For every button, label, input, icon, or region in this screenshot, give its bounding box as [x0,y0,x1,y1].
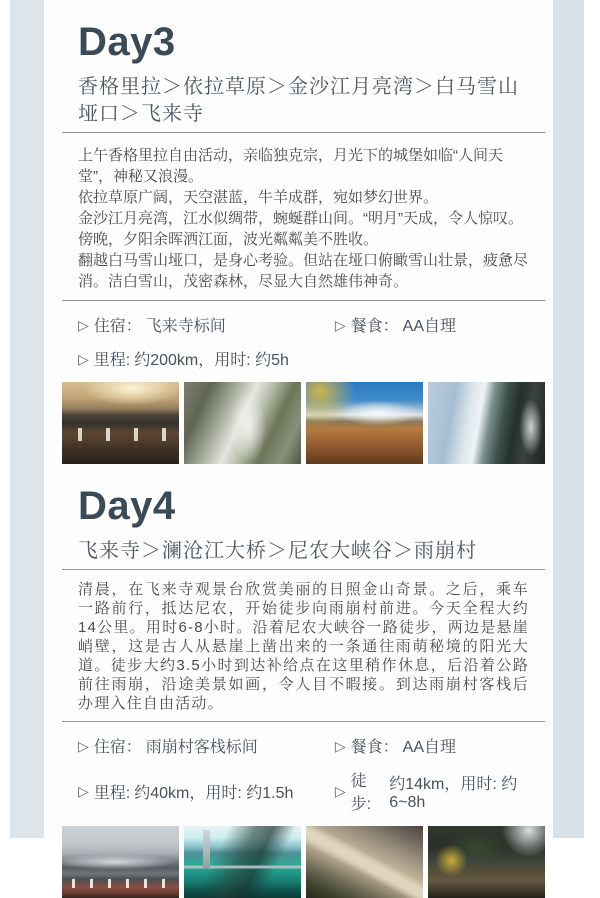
lodging-value: 飞来寺标间 [145,318,226,335]
lodging-label: 住宿： [93,739,142,756]
triangle-bullet-icon: ▷ [78,350,89,367]
photo-overcast-snow-mountains[interactable] [62,826,179,898]
day3-paragraph: 金沙江月亮湾，江水似绸带，蜿蜒群山间。“明月”天成，令人惊叹。 [78,210,523,227]
meals-label: 餐食： [350,739,399,756]
day4-section [62,484,545,898]
triangle-bullet-icon: ▷ [78,783,89,799]
day4-hiking [335,768,545,814]
day4-info-grid [78,734,545,814]
day3-section [62,20,545,464]
right-margin-strip [553,0,584,838]
meals-value: AA自理 [402,318,456,335]
lodging-value: 雨崩村客栈标间 [145,739,258,756]
day4-meals [335,734,545,757]
day3-paragraph: 傍晚，夕阳余晖洒江面，波光粼粼美不胜收。 [78,231,379,248]
hiking-value: 约14km，用时: 约6~8h [389,775,518,811]
day4-description [78,580,529,713]
photo-rocky-stream[interactable] [184,382,301,464]
divider [62,132,545,133]
mileage-value: 约200km，用时: 约5h [134,352,289,369]
divider [62,569,545,570]
day3-title: Day3 [78,20,176,64]
day3-meals [335,313,545,336]
day4-route: 飞来寺＞澜沧江大桥＞尼农大峡谷＞雨崩村 [78,540,477,562]
triangle-bullet-icon: ▷ [78,316,89,333]
triangle-bullet-icon: ▷ [334,737,346,754]
meals-value: AA自理 [402,739,456,756]
hiking-label: 徒步: [350,773,372,813]
day3-photo-strip [62,382,545,464]
day4-lodging [78,734,335,757]
itinerary-card [44,0,553,838]
mileage-value: 约40km，用时: 约1.5h [134,784,294,802]
day3-description [78,145,529,292]
day3-paragraph: 依拉草原广阔，天空湛蓝，牛羊成群，宛如梦幻世界。 [78,189,439,206]
photo-suspension-bridge[interactable] [184,826,301,898]
lodging-label: 住宿： [93,318,142,335]
photo-sunset-stupas[interactable] [62,382,179,464]
triangle-bullet-icon: ▷ [78,737,89,754]
divider [62,721,545,722]
day3-info-grid [78,313,545,370]
triangle-bullet-icon: ▷ [334,316,346,333]
day3-paragraph: 翻越白马雪山垭口，是身心考验。但站在垭口俯瞰雪山壮景，疲惫尽消。洁白雪山，茂密森林，尽显大自然雄伟神奇。 [78,252,529,290]
mileage-label: 里程: [93,784,131,802]
photo-autumn-valley[interactable] [306,382,423,464]
mileage-label: 里程: [93,352,131,369]
day3-route: 香格里拉＞依拉草原＞金沙江月亮湾＞白马雪山垭口＞飞来寺 [78,76,519,125]
photo-canyon-trail[interactable] [306,826,423,898]
left-margin-strip [10,0,44,838]
day4-title: Day4 [78,484,176,528]
photo-snow-mountain-cliff[interactable] [428,382,545,464]
day4-paragraph: 清晨，在飞来寺观景台欣赏美丽的日照金山奇景。之后，乘车一路前行，抵达尼农，开始徒步向雨崩村前进。今天全程大约14公里。用时6-8小时。沿着尼农大峡谷一路徒步，两边是悬崖峭壁，这是古人从悬崖上凿出来的一条通往雨萌秘境的阳光大道。徒步大约3.5小时到达补给点在这里稍作休息，后沿着公路前往雨崩，沿途美景如画，令人目不暇接。到达雨崩村客栈后办理入住自由活动。 [78,581,529,712]
day4-photo-strip [62,826,545,898]
day3-lodging [78,313,335,336]
triangle-bullet-icon: ▷ [334,783,346,799]
meals-label: 餐食： [350,318,399,335]
day3-mileage [78,347,335,370]
photo-village-camp[interactable] [428,826,545,898]
day4-mileage [78,768,335,814]
day3-paragraph: 上午香格里拉自由活动，亲临独克宗，月光下的城堡如临“人间天堂”，神秘又浪漫。 [78,147,503,185]
divider [62,300,545,301]
